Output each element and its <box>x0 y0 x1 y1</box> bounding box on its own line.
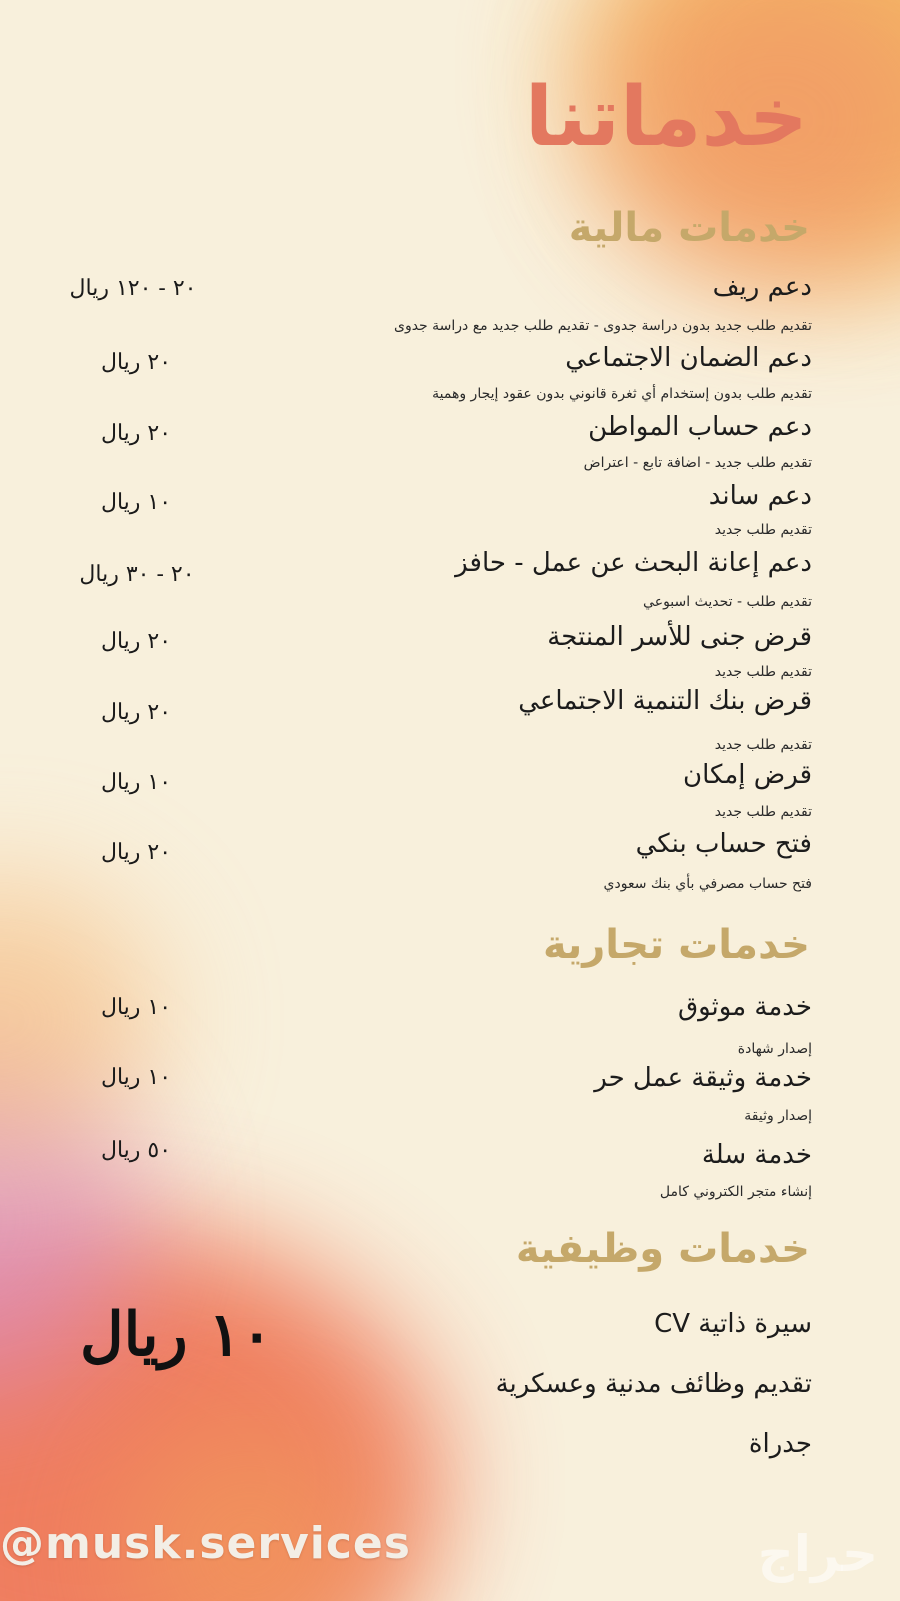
section-heading-jobs: خدمات وظيفية <box>515 1226 810 1272</box>
service-description: إصدار وثيقة <box>744 1108 812 1124</box>
page-title: خدماتنا <box>524 70 808 165</box>
service-description: تقديم طلب جديد <box>714 664 812 680</box>
service-name: قرض بنك التنمية الاجتماعي <box>518 686 812 716</box>
service-price: ٢٠ - ٣٠ ريال <box>79 562 195 587</box>
service-description: فتح حساب مصرفي بأي بنك سعودي <box>603 876 812 892</box>
service-name: خدمة موثوق <box>677 992 812 1022</box>
service-name: جدراة <box>748 1429 812 1459</box>
service-price: ١٠ ريال <box>100 1065 172 1090</box>
section-heading-commercial: خدمات تجارية <box>542 922 810 968</box>
social-handle: @musk.services <box>0 1518 411 1569</box>
service-price: ٢٠ ريال <box>100 629 172 654</box>
service-name: تقديم وظائف مدنية وعسكرية <box>495 1369 812 1399</box>
service-name: خدمة وثيقة عمل حر <box>594 1063 812 1093</box>
service-description: تقديم طلب جديد بدون دراسة جدوى - تقديم طلب جديد مع دراسة جدوى <box>393 318 812 334</box>
service-description: إنشاء متجر الكتروني كامل <box>659 1184 812 1200</box>
service-name: قرض إمكان <box>683 760 812 790</box>
service-price: ١٠ ريال <box>100 490 172 515</box>
service-price: ٥٠ ريال <box>100 1138 172 1163</box>
service-price: ٢٠ ريال <box>100 840 172 865</box>
service-name: دعم ريف <box>712 272 812 302</box>
service-name: دعم ساند <box>708 481 812 511</box>
service-description: إصدار شهادة <box>737 1041 812 1057</box>
service-price: ٢٠ ريال <box>100 421 172 446</box>
service-description: تقديم طلب جديد <box>714 804 812 820</box>
section-heading-financial: خدمات مالية <box>568 205 810 251</box>
service-name: دعم الضمان الاجتماعي <box>565 343 812 373</box>
service-description: تقديم طلب - تحديث اسبوعي <box>643 594 812 610</box>
service-name: سيرة ذاتية CV <box>654 1309 812 1339</box>
service-description: تقديم طلب جديد - اضافة تابع - اعتراض <box>583 455 812 471</box>
service-price: ١٠ ريال <box>100 770 172 795</box>
watermark-logo: حراج <box>757 1525 878 1583</box>
service-name: فتح حساب بنكي <box>635 829 812 859</box>
service-description: تقديم طلب جديد <box>714 737 812 753</box>
service-name: دعم إعانة البحث عن عمل - حافز <box>455 548 812 578</box>
service-price: ٢٠ ريال <box>100 350 172 375</box>
service-description: تقديم طلب بدون إستخدام أي ثغرة قانوني بدون عقود إيجار وهمية <box>432 386 812 402</box>
service-price: ١٠ ريال <box>100 995 172 1020</box>
service-price: ٢٠ ريال <box>100 700 172 725</box>
service-name: خدمة سلة <box>701 1140 812 1170</box>
jobs-price: ١٠ ريال <box>80 1300 273 1370</box>
service-description: تقديم طلب جديد <box>714 522 812 538</box>
service-price: ٢٠ - ١٢٠ ريال <box>69 276 197 301</box>
service-name: قرض جنى للأسر المنتجة <box>547 622 812 652</box>
service-name: دعم حساب المواطن <box>588 412 812 442</box>
